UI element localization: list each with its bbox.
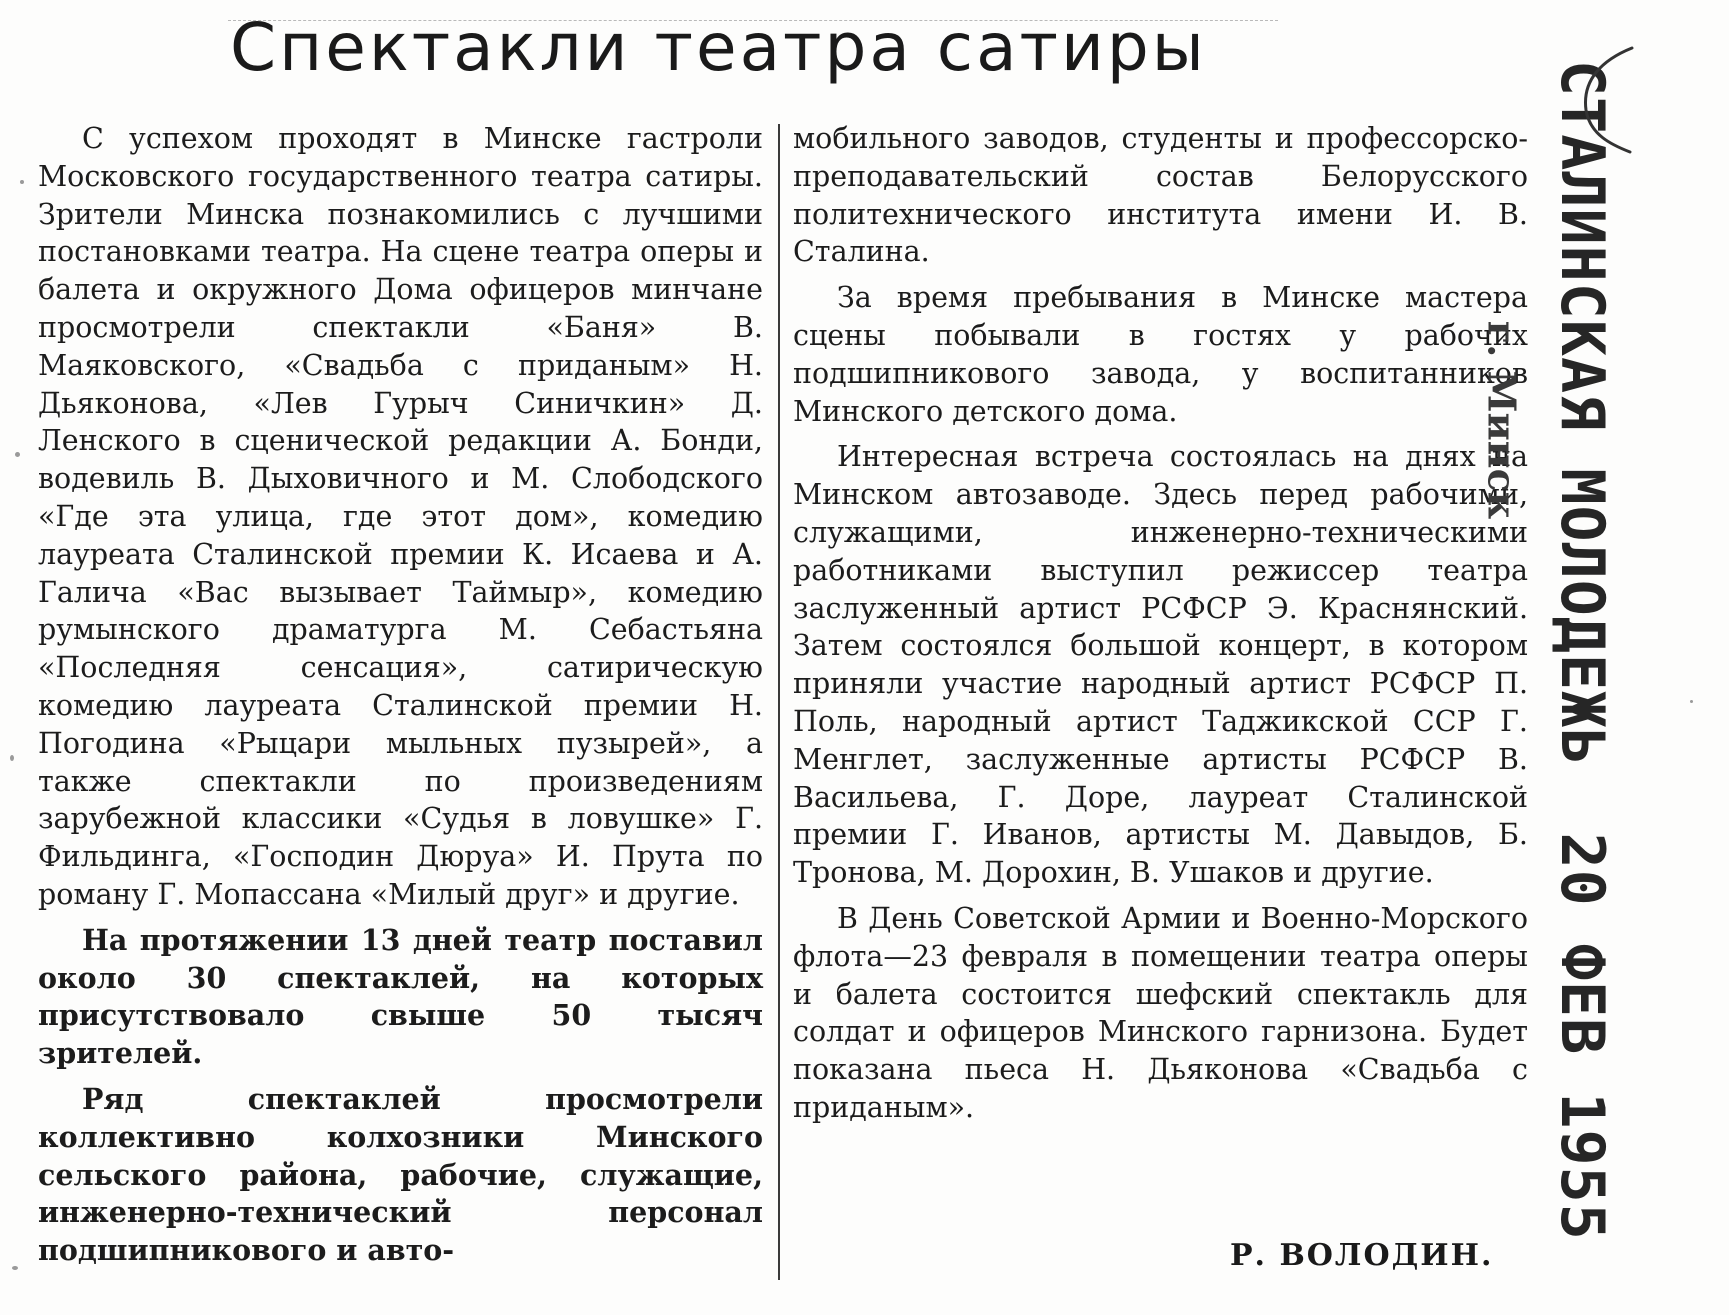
- print-speck: [12, 1266, 18, 1270]
- column-divider: [778, 124, 780, 1280]
- paragraph: Интересная встреча состоялась на днях на Минском автозаводе. Здесь перед рабочими, служащими, инженерно-техническими работниками выступил режиссер театра заслуженный артист РСФСР Э. Краснянский. Затем состоялся большой концерт, в котором приняли участие народный артист РСФСР П. Поль, народный артист Таджикской ССР Г. Менглет, заслуженные артисты РСФСР В. Васильева, Г. Доре, лауреат Сталинской премии Г. Иванов, артисты М. Давыдов, Б. Тронова, М. Дорохин, В. Ушаков и другие.: [793, 440, 1528, 890]
- stamp-city: г. Минск: [1479, 320, 1525, 520]
- print-speck: [10, 755, 14, 761]
- left-column: [38, 120, 763, 1278]
- paragraph: С успехом проходят в Минске гастроли Московского государственного театра сатиры. Зрители Минска познакомились с лучшими постановками театра. На сцене театра оперы и балета и окружного Дома офицеров минчане просмотрели спектакли «Баня» В. Маяковского, «Свадьба с приданым» Н. Дьяконова, «Лев Гурыч Синичкин» Д. Ленского в сценической редакции А. Бонди, водевиль В. Дыховичного и М. Слободского «Где эта улица, где этот дом», комедию лауреата Сталинской премии К. Исаева и А. Галича «Вас вызывает Таймыр», комедию румынского драматурга М. Себастьяна «Последняя сенсация», сатирическую комедию лауреата Сталинской премии Н. Погодина «Рыцари мыльных пузырей», а также спектакли по произведениям зарубежной классики «Судья в ловушке» Г. Фильдинга, «Господин Дюруа» И. Прута по роману Г. Мопассана «Милый друг» и другие.: [38, 122, 763, 911]
- paragraph: На протяжении 13 дней театр поставил около 30 спектаклей, на которых присутствовало свыше 50 тысяч зрителей.: [38, 922, 763, 1071]
- paragraph: Ряд спектаклей просмотрели коллективно колхозники Минского сельского района, рабочие, служащие, инженерно-технический персонал подшипникового и авто-: [38, 1081, 763, 1268]
- pencil-mark-icon: [1572, 40, 1642, 160]
- print-speck: [15, 452, 20, 457]
- paragraph: В День Советской Армии и Военно-Морского флота—23 февраля в помещении театра оперы и балета состоится шефский спектакль для солдат и офицеров Минского гарнизона. Будет показана пьеса Н. Дьяконова «Свадьба с приданым».: [793, 901, 1528, 1124]
- author-signature: Р. ВОЛОДИН.: [1230, 1238, 1494, 1273]
- right-column: [793, 120, 1528, 1135]
- print-speck: [20, 180, 24, 184]
- print-speck: [1690, 700, 1693, 703]
- paragraph: мобильного заводов, студенты и профессорско-преподавательский состав Белорусского политехнического института имени И. В. Сталина.: [793, 122, 1528, 269]
- paragraph: За время пребывания в Минске мастера сцены побывали в гостях у рабочих подшипникового завода, у воспитанников Минского детского дома.: [793, 281, 1528, 428]
- article-headline: Спектакли театра сатиры: [230, 9, 1207, 86]
- stamp-newspaper: СТАЛИНСКАЯ МОЛОДЕЖЬ: [1547, 60, 1617, 766]
- stamp-date: 20 ФЕВ 1955: [1547, 832, 1617, 1241]
- date-stamp: [1544, 60, 1620, 1260]
